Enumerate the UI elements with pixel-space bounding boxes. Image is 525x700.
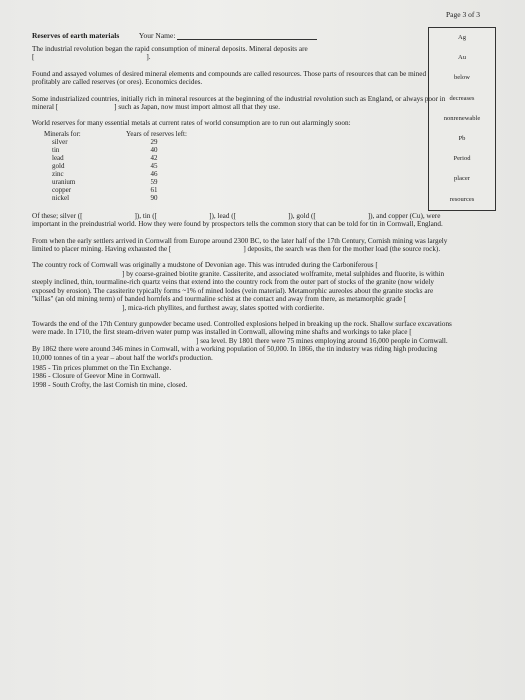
word-bank-item: placer <box>454 175 470 183</box>
paragraph-preindustrial <box>32 212 452 229</box>
text: Some industrialized countries, initially rich in mineral resources at the beginning of the industrial revolution such as England, or always poor in mineral [ <box>32 94 446 112</box>
years-cell: 90 <box>150 193 158 202</box>
mineral-cell: uranium <box>52 177 76 186</box>
table-row <box>44 138 452 146</box>
name-label: Your Name: <box>138 31 176 40</box>
name-field[interactable] <box>177 30 317 40</box>
text: Towards the end of the 17th Century gunpowder became used. Controlled explosions helped in breaking up the rock. Shallow surface excavations were made. In 1710, the first steam-driven water pump was installed in Cornwall, allowing mine shafts and workings to take place [ <box>32 319 452 337</box>
paragraph-intro <box>32 45 452 62</box>
word-bank-item: Period <box>453 155 471 163</box>
years-cell: 42 <box>150 153 158 162</box>
history-line: 1998 - South Crofty, the last Cornish tin mine, closed. <box>32 380 188 389</box>
paragraph-country-rock <box>32 261 452 311</box>
years-cell: 61 <box>150 185 158 194</box>
text: The country rock of Cornwall was originally a mudstone of Devonian age. This was intruded during the Carboniferous [ <box>32 261 378 270</box>
text: ]), tin ([ <box>134 211 158 220</box>
table-row <box>44 170 452 178</box>
table-row <box>44 154 452 162</box>
word-bank-item: resources <box>449 195 475 203</box>
mineral-cell: silver <box>52 137 68 146</box>
text: ], mica-rich phyllites, and furthest away, slates spotted with cordierite. <box>122 303 325 312</box>
mineral-cell: copper <box>52 185 72 194</box>
table-row <box>44 186 452 194</box>
text: ]), and copper (Cu), were important in the preindustrial world. How they were found by prospectors tells the common story that can be told for tin in Cornwall, England. <box>32 211 443 229</box>
table-row <box>44 146 452 154</box>
worksheet-header <box>32 30 317 40</box>
table-row <box>44 178 452 186</box>
column-header-minerals: Minerals for: <box>44 129 81 138</box>
history-line: 1986 - Closure of Geevor Mine in Cornwall. <box>32 372 161 381</box>
mineral-cell: tin <box>52 145 60 154</box>
history-line: 1985 - Tin prices plummet on the Tin Exchange. <box>32 363 172 372</box>
text: ] sea level. By 1801 there were 75 mines employing around 16,000 people in Cornwall. By 1862 there were around 346 mines in Cornwall, with a working population of 50,000. In 1866, the tin industry was riding high producing 10,000 tonnes of tin a year – about half the world's production. <box>32 336 448 362</box>
paragraph-world-reserves: World reserves for many essential metals at current rates of world consumption are to run out alarmingly soon: <box>32 119 351 128</box>
word-bank-item: Pb <box>458 134 466 142</box>
table-row <box>44 194 452 202</box>
word-bank-item: below <box>454 74 470 82</box>
word-bank-item: Ag <box>458 34 466 41</box>
word-bank-item: decreases <box>449 94 475 102</box>
paragraph-gunpowder <box>32 320 452 362</box>
text: ]. <box>146 53 151 62</box>
text: The industrial revolution began the rapid consumption of mineral deposits. Mineral deposits are <box>32 45 308 53</box>
text: ]), gold ([ <box>288 211 316 220</box>
text: [ <box>32 53 35 62</box>
paragraph-resources: Found and assayed volumes of desired mineral elements and compounds are called resources. Those parts of resources that can be mined profitably are called reserves (or ores). Economics decides. <box>32 69 427 87</box>
mineral-cell: nickel <box>52 193 70 202</box>
text: ] by coarse-grained biotite granite. Cassiterite, and associated wolframite, metal sulphides and fluorite, is within steeply inclined, thin, tourmaline-rich quartz veins that extend into the country rock from the outer part of stocks of the granite (now widely exposed by erosion). The cassiterite typically forms ~1% of mined lodes (vein material). Metamorphic aureoles about the granite stocks are "killas" (an old mining term) of banded hornfels and tourmaline schist at the contact and away from there, as metamorphic grade [ <box>32 269 445 304</box>
reserves-table <box>44 130 452 202</box>
page-number: Page 3 of 3 <box>446 10 480 19</box>
word-bank-item: nonrenewable <box>443 114 481 122</box>
text: ]), lead ([ <box>209 211 236 220</box>
paragraph-countries <box>32 95 452 112</box>
text: ] deposits, the search was then for the mother load (the source rock). <box>243 245 441 254</box>
text: ] such as Japan, now must import almost all that they use. <box>114 103 281 112</box>
mineral-cell: lead <box>52 153 64 162</box>
years-cell: 29 <box>150 137 158 146</box>
table-header <box>44 130 452 138</box>
mineral-cell: zinc <box>52 169 64 178</box>
years-cell: 45 <box>150 161 158 170</box>
mineral-cell: gold <box>52 161 65 170</box>
worksheet-body <box>32 45 452 389</box>
years-cell: 40 <box>150 145 158 154</box>
years-cell: 59 <box>150 177 158 186</box>
paragraph-settlers <box>32 237 452 254</box>
worksheet-title: Reserves of earth materials <box>32 31 120 40</box>
text: Of these; silver ([ <box>32 211 83 220</box>
word-bank-item: Au <box>458 54 466 62</box>
years-cell: 46 <box>150 169 158 178</box>
table-row <box>44 162 452 170</box>
column-header-years: Years of reserves left: <box>126 129 187 138</box>
text: From when the early settlers arrived in Cornwall from Europe around 2300 BC, to the later half of the 17th Century, Cornish mining was largely limited to placer mining. Having exhausted the [ <box>32 236 448 254</box>
